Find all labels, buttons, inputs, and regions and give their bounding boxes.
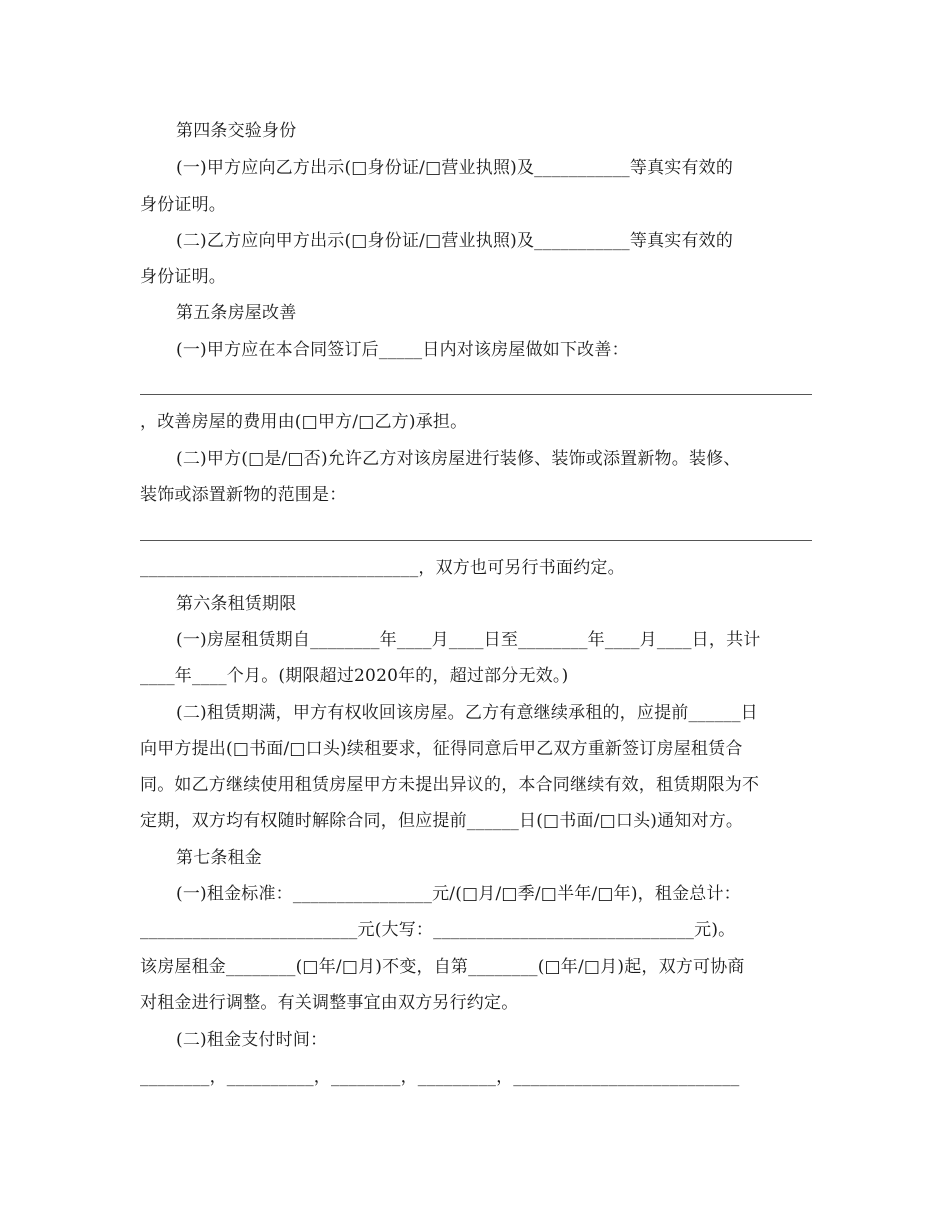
article-6-clause-1: (一)房屋租赁期自________年____月____日至________年____月____日，共计 [176, 630, 761, 650]
article-7-heading: 第七条租金 [176, 848, 262, 868]
article-5-clause-2-end: ________________________________，双方也可另行书面约定。 [140, 558, 625, 578]
article-7-clause-1-cont-2: 该房屋租金________(□年/□月)不变，自第________(□年/□月)起，双方可协商 [140, 957, 745, 977]
article-7-clause-1: (一)租金标准：________________元/(□月/□季/□半年/□年)，租金总计： [176, 884, 741, 904]
article-7-clause-2-blanks: ________，__________，________，_________，__________________________ [140, 1067, 740, 1087]
article-4-clause-1: (一)甲方应向乙方出示(□身份证/□营业执照)及___________等真实有效的 [176, 158, 734, 178]
article-6-clause-1-cont: ____年____个月。(期限超过2020年的，超过部分无效。) [140, 666, 569, 686]
article-6-heading: 第六条租赁期限 [176, 594, 297, 614]
article-6-clause-2-cont-1: 向甲方提出(□书面/□口头)续租要求，征得同意后甲乙双方重新签订房屋租赁合 [140, 739, 743, 759]
article-7-clause-1-cont-1: _________________________元(大写：______________________________元)。 [140, 920, 736, 940]
article-7-clause-1-cont-3: 对租金进行调整。有关调整事宜由双方另行约定。 [140, 993, 519, 1013]
article-5-clause-2: (二)甲方(□是/□否)允许乙方对该房屋进行装修、装饰或添置新物。装修、 [176, 449, 741, 469]
article-4-heading: 第四条交验身份 [176, 121, 297, 141]
article-4-clause-2: (二)乙方应向甲方出示(□身份证/□营业执照)及___________等真实有效的 [176, 231, 734, 251]
article-5-clause-1: (一)甲方应在本合同签订后_____日内对该房屋做如下改善： [176, 340, 629, 360]
article-6-clause-2-cont-3: 定期，双方均有权随时解除合同，但应提前______日(□书面/□口头)通知对方。 [140, 811, 744, 831]
article-5-clause-2-cont: 装饰或添置新物的范围是： [140, 485, 347, 505]
article-6-clause-2-cont-2: 同。如乙方继续使用租赁房屋甲方未提出异议的，本合同继续有效，租赁期限为不 [140, 775, 760, 795]
article-5-heading: 第五条房屋改善 [176, 303, 297, 323]
article-5-clause-1-cont: ，改善房屋的费用由(□甲方/□乙方)承担。 [140, 412, 468, 432]
article-4-clause-1-cont: 身份证明。 [140, 195, 226, 215]
article-4-clause-2-cont: 身份证明。 [140, 267, 226, 287]
blank-fill-line-1 [140, 394, 812, 395]
article-6-clause-2: (二)租赁期满，甲方有权收回该房屋。乙方有意继续承租的，应提前______日 [176, 703, 758, 723]
article-7-clause-2: (二)租金支付时间： [176, 1030, 328, 1050]
blank-fill-line-2 [140, 540, 812, 541]
